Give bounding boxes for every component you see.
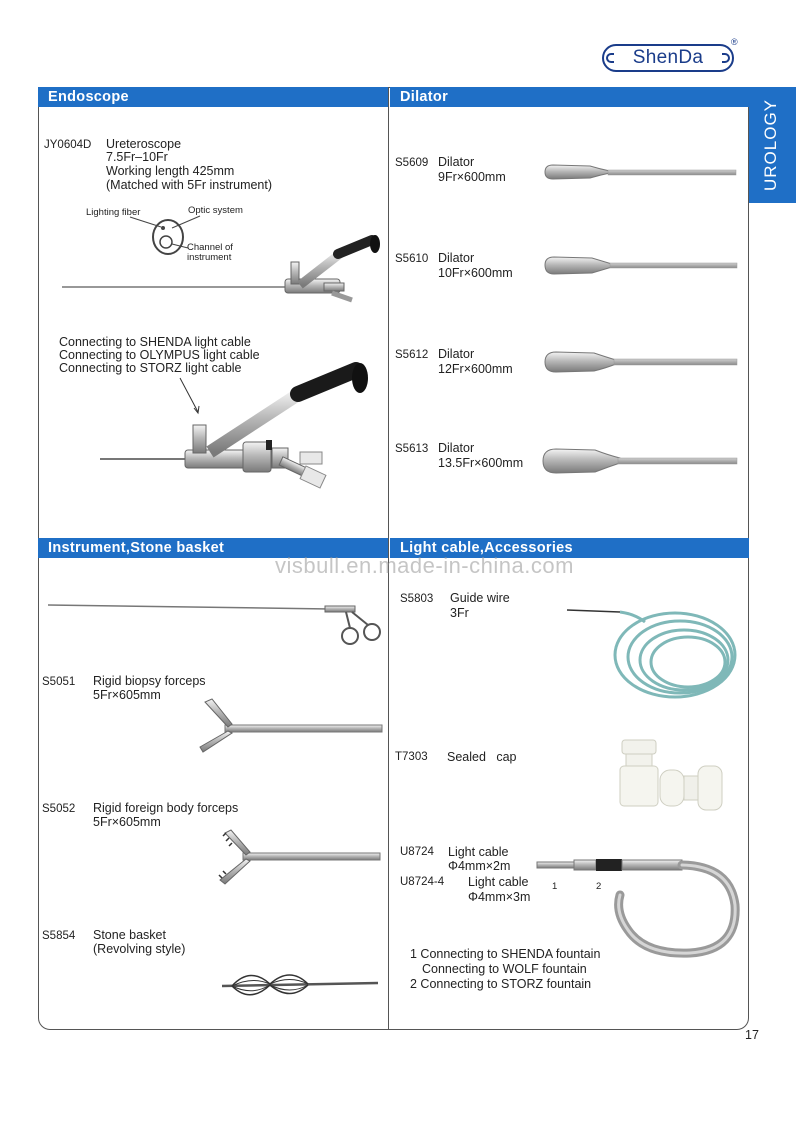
- cable-mark-2: 2: [596, 881, 602, 892]
- endoscope-name: Ureteroscope: [106, 137, 182, 151]
- connect-note-3: Connecting to STORZ light cable: [59, 361, 242, 375]
- connect-note-1: Connecting to SHENDA light cable: [59, 335, 251, 349]
- diagram-label-channel-2: instrument: [187, 252, 232, 263]
- sealed-cap-name: Sealed cap: [447, 750, 517, 764]
- diagram-label-fiber: Lighting fiber: [86, 207, 141, 218]
- section-title-lightcable: Light cable,Accessories: [390, 538, 749, 558]
- dilator-size: 13.5Fr×600mm: [438, 456, 524, 470]
- dilator-10fr: [545, 257, 737, 274]
- fountain-note-3: 2 Connecting to STORZ fountain: [410, 977, 592, 991]
- light-cable-code: U8724-4: [400, 876, 445, 888]
- dilator-size: 10Fr×600mm: [438, 266, 513, 280]
- logo-text: ShenDa: [602, 44, 734, 72]
- dilator-code: S5613: [395, 443, 429, 455]
- dilator-code: S5609: [395, 157, 429, 169]
- registered-mark: ®: [731, 37, 738, 47]
- diagram-label-optic: Optic system: [188, 205, 243, 216]
- instrument-name: Stone basket: [93, 928, 166, 942]
- light-cable-illustration: [537, 859, 735, 953]
- instrument-size: 5Fr×605mm: [93, 688, 161, 702]
- light-cable-size: Φ4mm×3m: [468, 890, 531, 904]
- guide-wire-coil: [567, 610, 735, 697]
- stone-basket: [222, 975, 378, 995]
- dilator-size: 9Fr×600mm: [438, 170, 506, 184]
- dilator-name: Dilator: [438, 441, 475, 455]
- dilator-code: S5610: [395, 253, 429, 265]
- foreign-body-forceps: [219, 830, 380, 884]
- section-title-instrument: Instrument,Stone basket: [38, 538, 388, 558]
- rigid-forceps-instrument: [48, 605, 380, 644]
- dilator-9fr: [545, 165, 736, 179]
- ureteroscope-large: [100, 363, 368, 488]
- endoscope-length: Working length 425mm: [106, 164, 235, 178]
- connect-note-2: Connecting to OLYMPUS light cable: [59, 348, 260, 362]
- fountain-note-1: 1 Connecting to SHENDA fountain: [410, 947, 601, 961]
- biopsy-forceps: [200, 699, 382, 752]
- dilator-13-5fr: [543, 449, 737, 473]
- guide-wire-name: Guide wire: [450, 591, 510, 605]
- light-cable-code: U8724: [400, 846, 434, 858]
- dilator-12fr: [545, 352, 737, 372]
- instrument-size: (Revolving style): [93, 942, 186, 956]
- side-tab-label: UROLOGY: [761, 98, 780, 192]
- instrument-name: Rigid biopsy forceps: [93, 674, 206, 688]
- fountain-note-2: Connecting to WOLF fountain: [422, 962, 587, 976]
- instrument-code: S5854: [42, 930, 76, 942]
- instrument-size: 5Fr×605mm: [93, 815, 161, 829]
- section-title-dilator: Dilator: [390, 87, 749, 107]
- diagram-label-channel-1: Channel of: [187, 242, 233, 253]
- dilator-name: Dilator: [438, 251, 475, 265]
- instrument-code: S5052: [42, 803, 76, 815]
- dilator-code: S5612: [395, 349, 429, 361]
- light-cable-name: Light cable: [468, 875, 529, 889]
- endoscope-matched: (Matched with 5Fr instrument): [106, 178, 273, 192]
- instrument-name: Rigid foreign body forceps: [93, 801, 239, 815]
- dilator-name: Dilator: [438, 155, 475, 169]
- watermark: visbull.en.made-in-china.com: [275, 553, 574, 578]
- page-number: 17: [745, 1028, 759, 1042]
- guide-wire-size: 3Fr: [450, 606, 469, 620]
- sealed-cap-code: T7303: [395, 751, 428, 763]
- section-title-endoscope: Endoscope: [38, 87, 388, 107]
- endoscope-size: 7.5Fr–10Fr: [106, 150, 168, 164]
- instrument-code: S5051: [42, 676, 76, 688]
- dilator-name: Dilator: [438, 347, 475, 361]
- dilator-size: 12Fr×600mm: [438, 362, 513, 376]
- light-cable-name: Light cable: [448, 845, 509, 859]
- cable-mark-1: 1: [552, 881, 558, 892]
- light-cable-size: Φ4mm×2m: [448, 859, 511, 873]
- endoscope-code: JY0604D: [44, 139, 92, 151]
- sealed-cap-illustration: [620, 740, 722, 810]
- guide-wire-code: S5803: [400, 593, 434, 605]
